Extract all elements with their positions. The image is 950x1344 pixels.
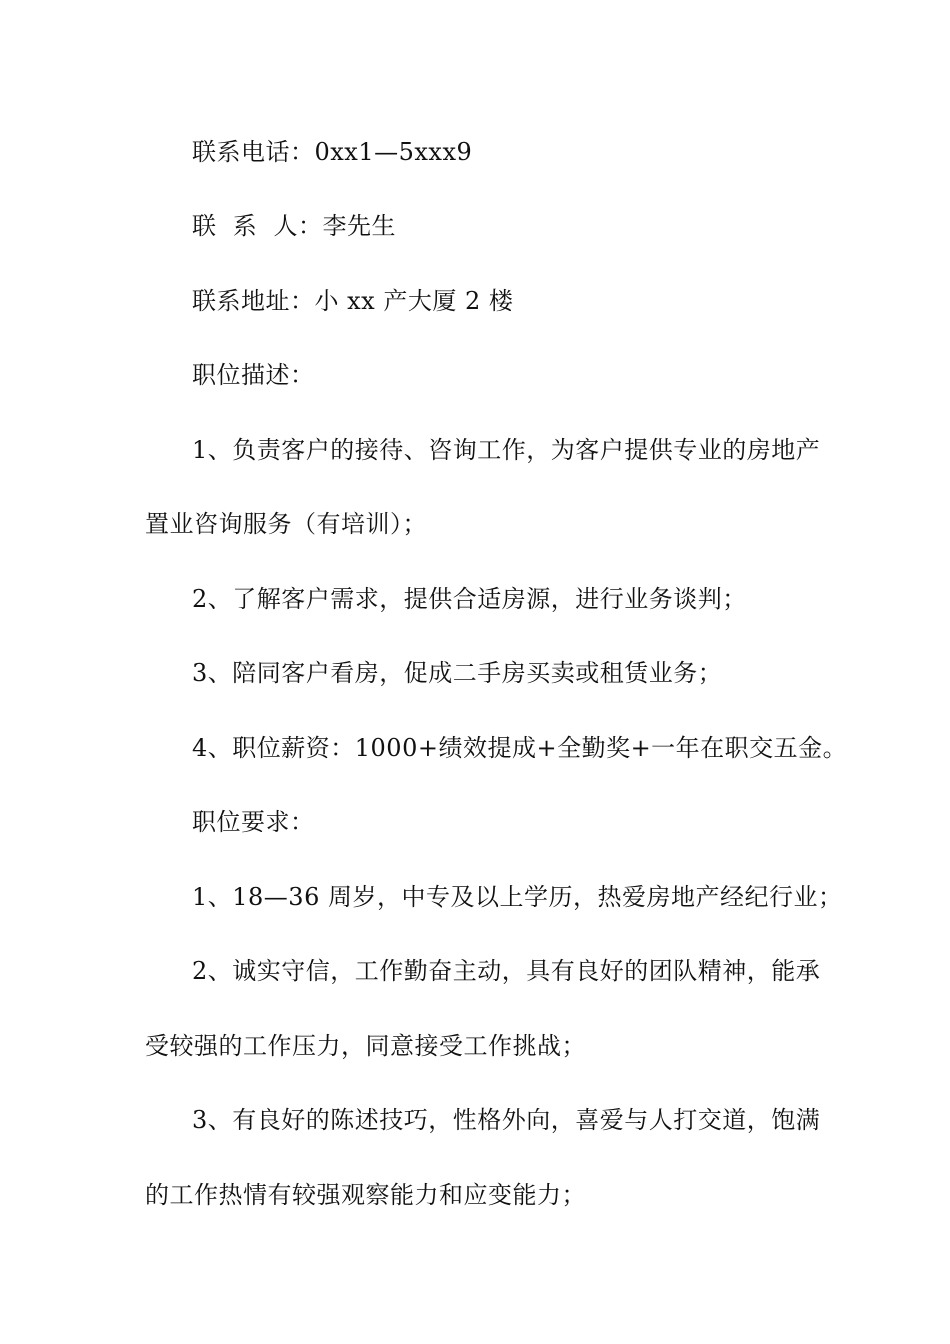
- job-requirement-item-3: 3、有良好的陈述技巧，性格外向，喜爱与人打交道，饱满: [192, 1106, 821, 1134]
- job-requirement-item-3-continued: 的工作热情有较强观察能力和应变能力；: [145, 1181, 586, 1209]
- contact-person: 联 系 人：李先生: [192, 212, 397, 240]
- job-description-item-3: 3、陪同客户看房，促成二手房买卖或租赁业务；: [192, 659, 723, 687]
- job-requirement-item-1: 1、18—36 周岁，中专及以上学历，热爱房地产经纪行业；: [192, 883, 843, 911]
- job-description-item-1: 1、负责客户的接待、咨询工作，为客户提供专业的房地产: [192, 436, 821, 464]
- job-description-item-4: 4、职位薪资：1000+绩效提成+全勤奖+一年在职交五金。: [192, 734, 848, 762]
- job-requirement-item-2-continued: 受较强的工作压力，同意接受工作挑战；: [145, 1032, 586, 1060]
- job-requirements-heading: 职位要求：: [192, 808, 315, 836]
- contact-address: 联系地址：小 xx 产大厦 2 楼: [192, 287, 514, 315]
- job-description-item-2: 2、了解客户需求，提供合适房源，进行业务谈判；: [192, 585, 747, 613]
- job-description-item-1-continued: 置业咨询服务（有培训）；: [145, 510, 427, 538]
- job-requirement-item-2: 2、诚实守信，工作勤奋主动，具有良好的团队精神，能承: [192, 957, 821, 985]
- job-description-heading: 职位描述：: [192, 361, 315, 389]
- contact-phone: 联系电话：0xx1—5xxx9: [192, 138, 473, 166]
